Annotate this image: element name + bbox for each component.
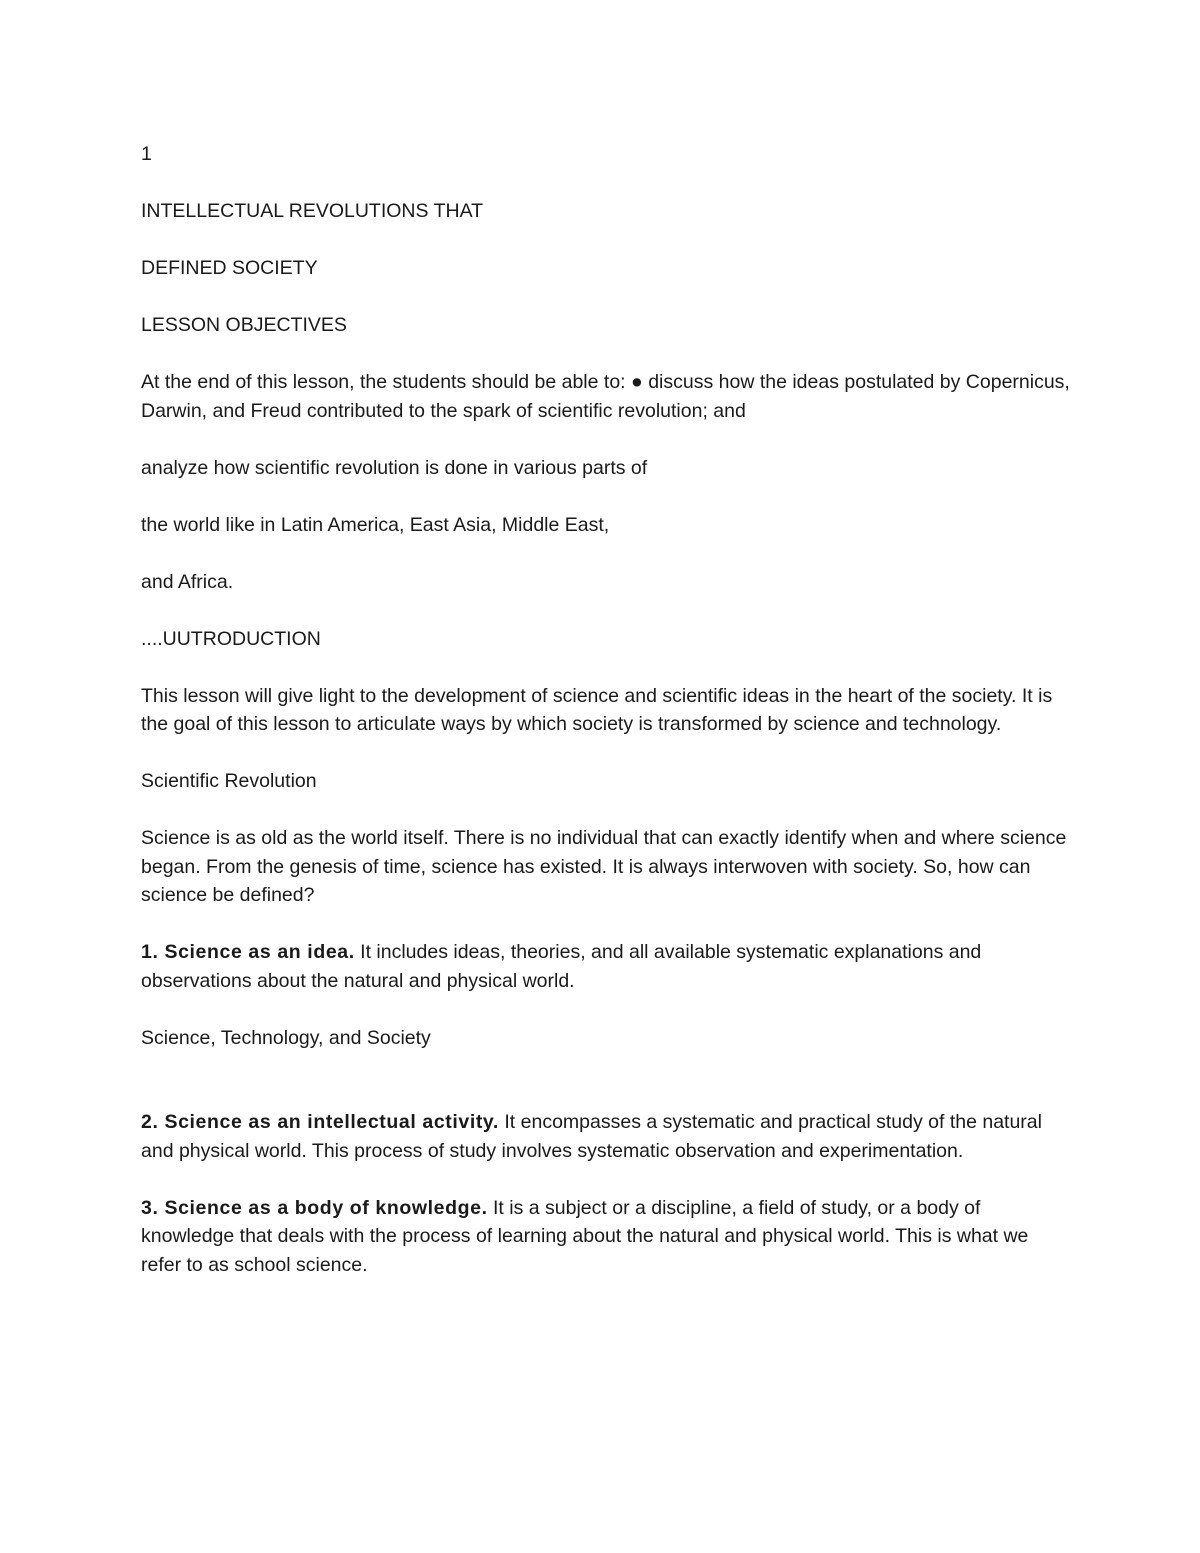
page-content: [141, 140, 1071, 1279]
title-line-1: INTELLECTUAL REVOLUTIONS THAT: [141, 200, 484, 222]
section-heading: Scientific Revolution: [141, 770, 317, 792]
page-number: 1: [141, 143, 152, 165]
objectives-heading: LESSON OBJECTIVES: [141, 314, 347, 336]
definition-item-1-text: It includes ideas, theories, and all available systematic explanations and observations about the natural and physical world.: [141, 941, 982, 992]
objective-line-3: and Africa.: [141, 570, 234, 593]
intro-paragraph: This lesson will give light to the development of science and scientific ideas in the heart of the society. It is the goal of this lesson to articulate ways by which society is transformed by science and technology.: [141, 684, 1053, 735]
title-line-2: DEFINED SOCIETY: [141, 257, 318, 279]
definition-item-3-label: 3. Science as a body of knowledge.: [141, 1196, 488, 1219]
definition-item-3-text: It is a subject or a discipline, a field of study, or a body of knowledge that deals with the process of learning about the natural and physical world. This is what we refer to as school science.: [141, 1196, 1029, 1276]
definition-item-2-label: 2. Science as an intellectual activity.: [141, 1111, 499, 1133]
objective-line-2: the world like in Latin America, East Asia, Middle East,: [141, 513, 610, 536]
section-paragraph: Science is as old as the world itself. There is no individual that can exactly identify when and where science began. From the genesis of time, science has existed. It is always interwoven with society. So, how can science be defined?: [141, 827, 1067, 906]
definition-item-2: [141, 1108, 1071, 1165]
objectives-intro: At the end of this lesson, the students should be able to: ● discuss how the ideas postulated by Copernicus, Darwin, and Freud contributed to the spark of scientific revolution; and: [141, 371, 1070, 422]
objective-line-1: analyze how scientific revolution is done in various parts of: [141, 456, 648, 479]
definition-item-1: [141, 938, 1071, 995]
definition-item-2-text: It encompasses a systematic and practical study of the natural and physical world. This process of study involves systematic observation and experimentation.: [141, 1111, 1042, 1162]
definition-item-1-label: 1. Science as an idea.: [141, 941, 355, 963]
running-footer: Science, Technology, and Society: [141, 1026, 431, 1049]
definition-item-3: [141, 1194, 1071, 1280]
intro-heading: ....UUTRODUCTION: [141, 627, 321, 650]
